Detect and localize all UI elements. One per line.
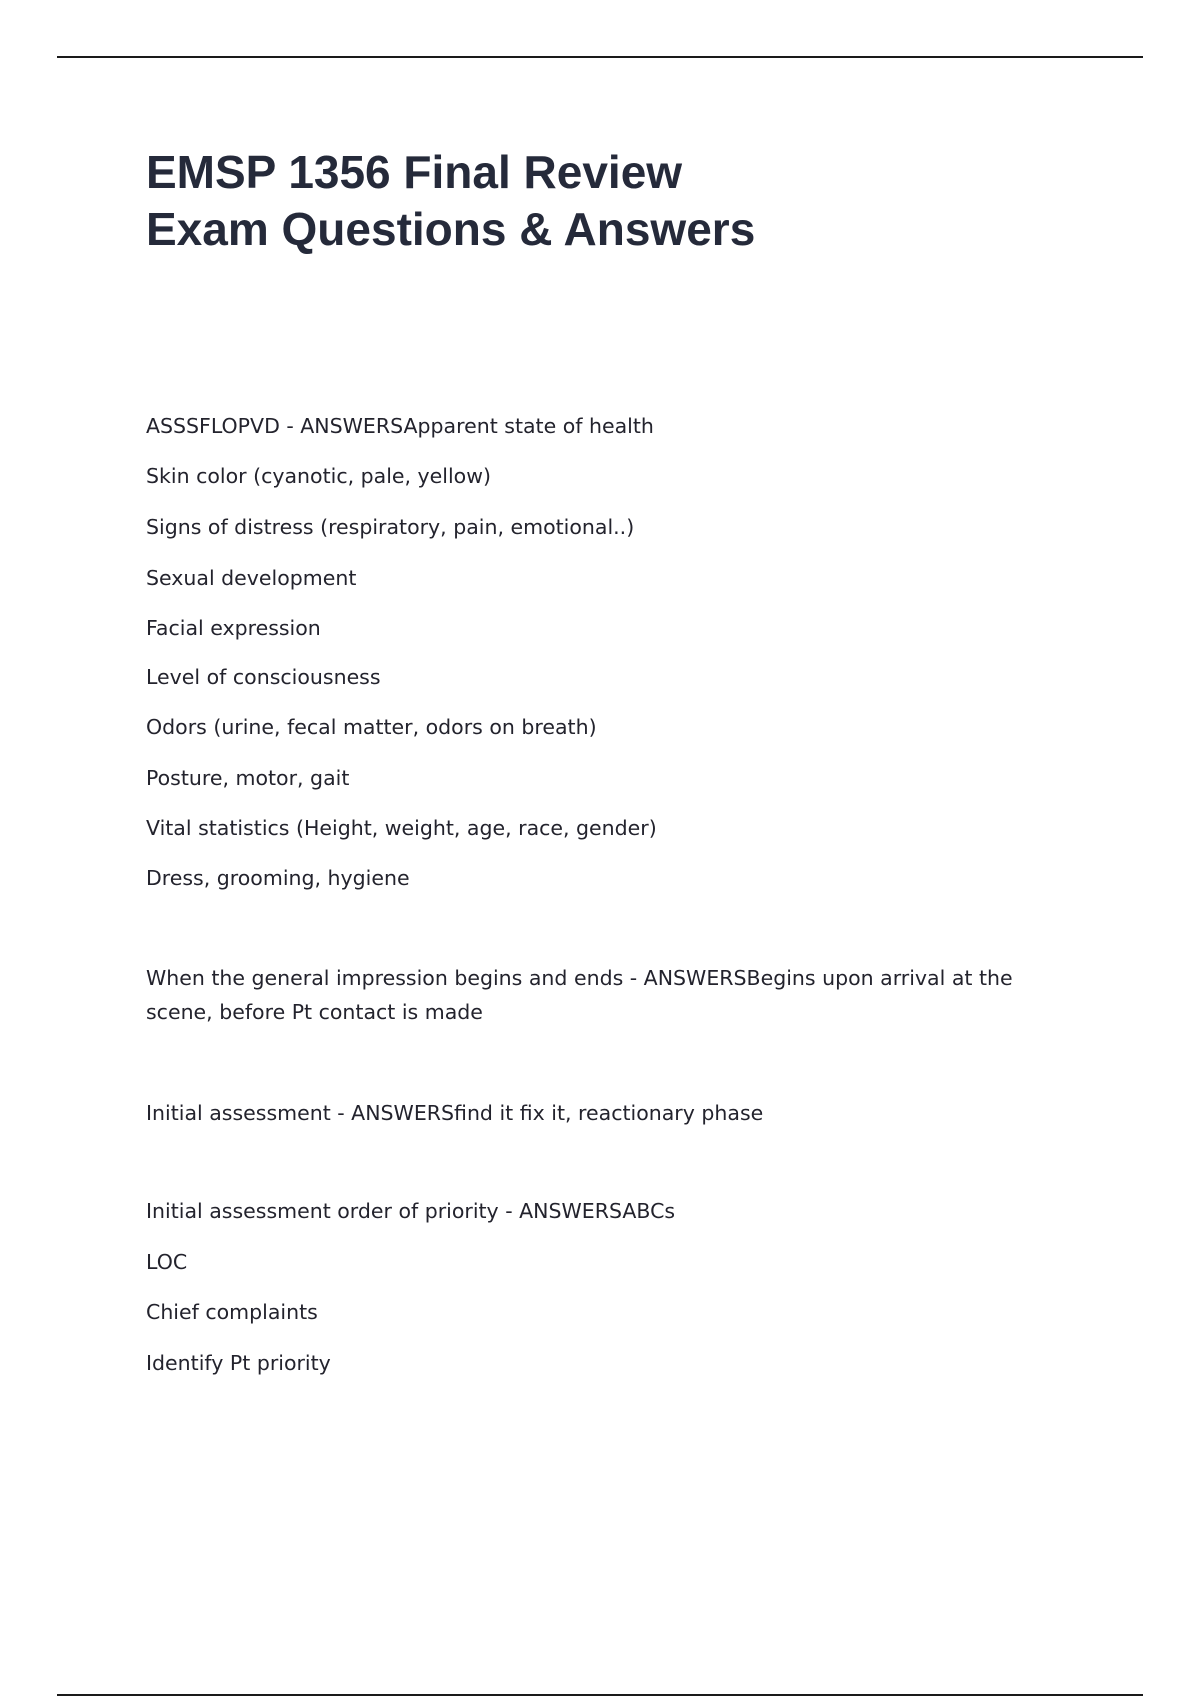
answer-line: Sexual development (146, 566, 357, 590)
answer-line: Dress, grooming, hygiene (146, 866, 410, 890)
answer-line: Chief complaints (146, 1300, 318, 1324)
bottom-divider (57, 1694, 1143, 1696)
answer-line: ASSSFLOPVD - ANSWERSApparent state of health (146, 414, 654, 438)
question-answer: Initial assessment order of priority - ANSWERSABCs (146, 1199, 676, 1223)
answer-line: Facial expression (146, 616, 321, 640)
top-divider (57, 56, 1143, 58)
answer-line: Signs of distress (respiratory, pain, emotional..) (146, 515, 635, 539)
answer-line: Skin color (cyanotic, pale, yellow) (146, 464, 491, 488)
answer-line: Vital statistics (Height, weight, age, race, gender) (146, 816, 657, 840)
question-answer: When the general impression begins and ends - ANSWERSBegins upon arrival at the scene, before Pt contact is made (146, 966, 1013, 1024)
answer-line: Odors (urine, fecal matter, odors on breath) (146, 715, 597, 739)
question-answer: Initial assessment - ANSWERSfind it fix it, reactionary phase (146, 1101, 764, 1125)
answer-line: Posture, motor, gait (146, 766, 350, 790)
answer-line: LOC (146, 1250, 188, 1274)
answer-line: Level of consciousness (146, 665, 381, 689)
document-title: EMSP 1356 Final Review Exam Questions & Answers (146, 146, 756, 255)
answer-line: Identify Pt priority (146, 1351, 331, 1375)
